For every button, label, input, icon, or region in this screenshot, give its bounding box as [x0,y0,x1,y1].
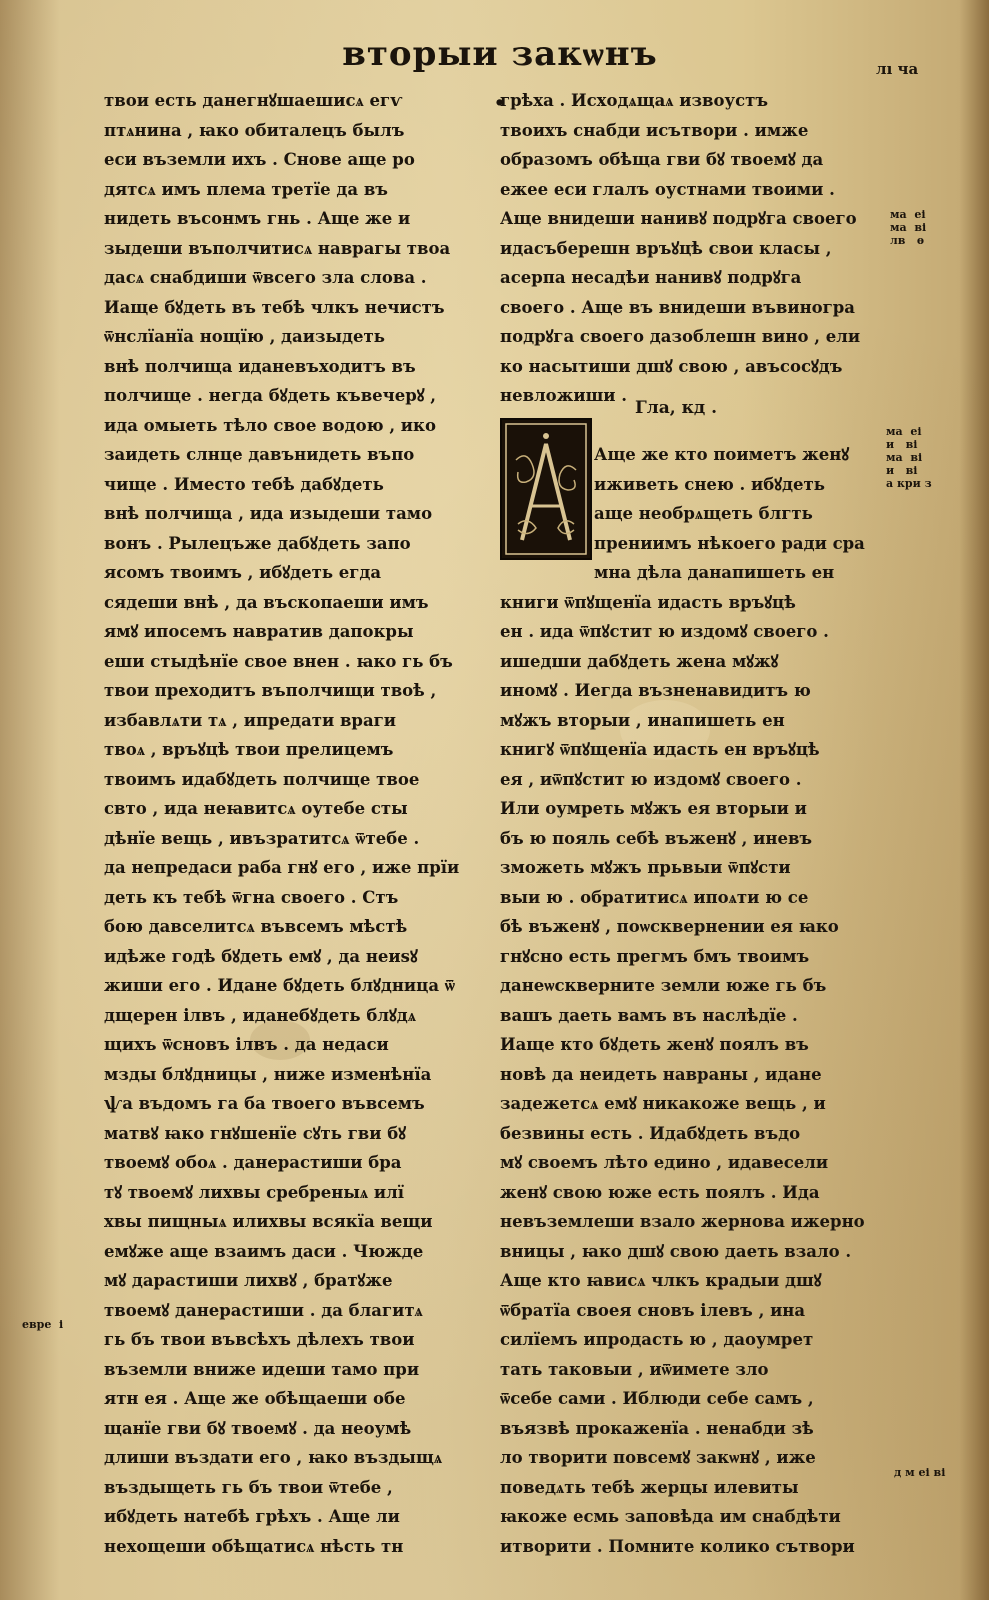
text-line: въязвѣ прокаженїа . ненабди зѣ [500,1418,814,1438]
right-column [500,86,880,1561]
left-column [104,86,484,1561]
text-line: матвꙋ ꙗко гнꙋшенїе сꙋть гви бꙋ [104,1123,406,1143]
text-line: въземли вниже идеши тамо при [104,1359,420,1379]
text-line: данеѡскверните земли юже гь бъ [500,976,827,995]
text-line: да непредаси раба гнꙋ его , иже прїи [104,858,460,877]
text-line: жиши его . Идане бꙋдеть блꙋдница ѿ [104,976,455,995]
text-line: избавлѧти тѧ , ипредати враги [104,710,397,730]
text-line: зыдеши въполчитисѧ наврагы твоа [104,238,451,258]
text-line: ѱа въдомъ га ба твоего въвсемъ [104,1094,425,1113]
text-line: прениимъ нѣкоего ради сра [594,533,865,553]
folio-number: лı ча [876,60,919,78]
text-line: Иаще бꙋдеть въ тебѣ члкъ нечистъ [104,297,445,317]
ornamental-initial-icon [502,420,590,558]
text-line: вашъ даеть вамъ въ наслѣдїе . [500,1005,798,1025]
margin-gloss: ма еі ма ві лв ѳ [890,208,927,247]
text-line: иномꙋ . Иегда възненавидитъ ю [500,681,811,700]
text-line: заидеть слнце давънидеть въпо [104,445,415,464]
text-line: безвины есть . Идабꙋдеть въдо [500,1123,801,1143]
text-line: гь бъ твои въвсѣхъ дѣлехъ твои [104,1330,415,1349]
text-line: книгꙋ ѿпꙋщенїа идасть ен връꙋцѣ [500,740,820,759]
text-line: Аще же кто поиметъ женꙋ [594,445,850,464]
text-line: щанїе гви бꙋ твоемꙋ . да неоумѣ [104,1418,412,1438]
text-line: твоемꙋ обоѧ . данерастиши бра [104,1153,402,1172]
text-line: твоимъ идабꙋдеть полчище твое [104,769,420,789]
text-line: иживеть снею . ибꙋдеть [594,474,825,494]
text-line: новѣ да неидеть навраны , иданe [500,1064,822,1084]
chapter-heading: Гла, кд . [635,398,718,418]
text-line: твоихъ снабди исътвори . имже [500,120,809,140]
text-line: задежетсѧ емꙋ никакоже вещь , и [500,1094,826,1113]
text-line: тꙋ твоемꙋ лихвы сребреныѧ илї [104,1182,405,1202]
text-line: дятсѧ имъ плема третїе да въ [104,179,388,199]
text-line: твои есть данегнꙋшаешисѧ егѵ [104,91,403,110]
text-line: невъземлеши взало жернова ижерно [500,1212,865,1231]
text-line: идасъберешн връꙋцѣ свои класы , [500,238,832,258]
text-line: ида омыеть тѣло свое водою , ико [104,415,436,435]
text-line: Или оумреть мꙋжъ ея вторыи и [500,799,807,818]
text-line: полчище . негда бꙋдеть къвечерꙋ , [104,386,437,405]
text-line: своего . Аще въ внидеши въвиногра [500,297,855,317]
text-line: образомъ обѣща гви бꙋ твоемꙋ да [500,150,824,169]
text-line: чище . Иместо тебѣ дабꙋдеть [104,474,384,494]
text-line: твоѧ , връꙋцѣ твои прелицемъ [104,740,394,759]
text-line: ямꙋ ипосемъ навратив дапокры [104,622,414,641]
text-line: аще необрѧщеть блгть [594,504,813,523]
text-line: деть къ тебѣ ѿгна своего . Стъ [104,887,399,907]
text-line: дѣнїе вещь , ивъзратитсѧ ѿтебе . [104,828,420,848]
text-line: мꙋжъ вторыи , инапишеть ен [500,710,785,730]
running-title: вторыи закѡнъ . [342,34,658,114]
text-line: птѧнина , ꙗко обиталецъ былъ [104,120,405,140]
margin-gloss: д м еі ві [894,1466,946,1479]
text-line: ло творити повсемꙋ закѡнꙋ , иже [500,1448,816,1467]
text-line: хвы пищныѧ илихвы всякїа вещи [104,1212,433,1231]
text-line: бъ ю пояль себѣ въженꙋ , иневъ [500,828,813,848]
text-line: внѣ полчища иданевъходитъ въ [104,356,416,376]
text-line: мзды блꙋдницы , ниже изменѣнїа [104,1064,432,1084]
text-line: женꙋ свою юже есть поялъ . Ида [500,1182,820,1202]
text-line: щихъ ѿсновъ ілвъ . да недаси [104,1035,389,1054]
text-line: Аще кто ꙗвисѧ члкъ крадыи дшꙋ [500,1271,822,1290]
text-line: дщерен ілвъ , иданебꙋдеть блꙋдѧ [104,1005,416,1025]
text-line: силїемъ ипродасть ю , даоумрет [500,1330,814,1349]
text-line: идѣже годѣ бꙋдеть емꙋ , да неиѕꙋ [104,946,418,966]
text-line: ибꙋдеть натебѣ грѣхъ . Аще ли [104,1507,400,1526]
text-line: итворити . Помните колико сътвори [500,1536,855,1556]
text-line: мна дѣла данапишеть ен [594,563,835,582]
text-line: ѿнслїанїа нощїю , даизыдеть [104,327,385,346]
text-line: твои преходитъ въполчищи твоѣ , [104,681,437,700]
text-line: нехощеши обѣщатисѧ нѣсть тн [104,1536,404,1556]
text-line: зможеть мꙋжъ прьвыи ѿпꙋсти [500,858,791,877]
text-line: ѿсебе сами . Иблюди себе самъ , [500,1389,814,1408]
text-line: грѣха . Исходѧщаѧ извоустъ [500,91,769,110]
text-line: поведѧть тебѣ жерцы илевиты [500,1477,799,1497]
margin-gloss: ма еі и ві ма ві и ві а кри з [886,425,932,490]
text-line: емꙋже аще взаимъ даси . Чюжде [104,1241,424,1261]
text-line: мꙋ своемъ лѣто едино , идавесели [500,1153,829,1172]
text-line: ѿбратїа своея сновъ ілевъ , ина [500,1300,806,1320]
text-line: выи ю . обратитисѧ ипоѧти ю се [500,887,809,907]
text-line: ятн ея . Аще же обѣщаеши обе [104,1389,406,1408]
text-line: свто , ида неꙗвитсѧ оутебе сты [104,799,408,818]
text-line: вницы , ꙗко дшꙋ свою даеть взало . [500,1241,852,1261]
text-line: нидеть въсонмъ гнь . Аще же и [104,209,411,228]
text-line: асерпа несадѣи нанивꙋ подрꙋга [500,268,802,287]
text-line: ея , иѿпꙋстит ю издомꙋ своего . [500,769,802,789]
text-line: ко насытиши дшꙋ свою , авъсосꙋдъ [500,356,843,376]
text-line: тать таковыи , иѿимете зло [500,1359,769,1379]
decorated-initial [500,418,592,560]
text-line: бѣ въженꙋ , поѡсквернении ея ꙗко [500,917,839,936]
text-line: длиши въздати его , ꙗко въздыщѧ [104,1448,443,1467]
text-line: внѣ полчища , ида изыдеши тамо [104,504,433,523]
text-line: ясомъ твоимъ , ибꙋдеть егда [104,563,382,582]
text-line: ꙗкоже есмь заповѣда им снабдѣти [500,1507,841,1526]
text-line: еси въземли ихъ . Снове аще ро [104,150,415,169]
text-line: въздыщеть гь бъ твои ѿтебе , [104,1477,393,1497]
text-line: дасѧ снабдиши ѿвсего зла слова . [104,268,427,287]
text-line: книги ѿпꙋщенїа идасть връꙋцѣ [500,592,796,612]
text-line: ишедши дабꙋдеть жена мꙋжꙋ [500,651,779,671]
text-line: Аще внидеши нанивꙋ подрꙋга своего [500,209,857,228]
text-line: невложиши . [500,386,628,405]
margin-gloss: евре і [22,1318,64,1331]
text-line: сядеши внѣ , да въскопаеши имъ [104,592,429,612]
text-line: твоемꙋ данерастиши . да благитѧ [104,1300,423,1320]
text-line: ен . ида ѿпꙋстит ю издомꙋ своего . [500,622,829,641]
text-line: ежее еси глалъ оустнами твоими . [500,179,835,199]
text-line: вонъ . Рылецъже дабꙋдеть запо [104,533,411,553]
text-line: мꙋ дарастиши лихвꙋ , братꙋже [104,1271,393,1290]
text-line: еши стыдѣнїе свое внен . ꙗко гь бъ [104,651,453,671]
text-line: бою давселитсѧ въвсемъ мѣстѣ [104,917,408,936]
text-line: гнꙋсно есть прегмъ бмъ твоимъ [500,946,810,966]
text-line: Иаще кто бꙋдеть женꙋ поялъ въ [500,1035,809,1054]
text-line: подрꙋга своего дазоблешн вино , ели [500,327,861,346]
